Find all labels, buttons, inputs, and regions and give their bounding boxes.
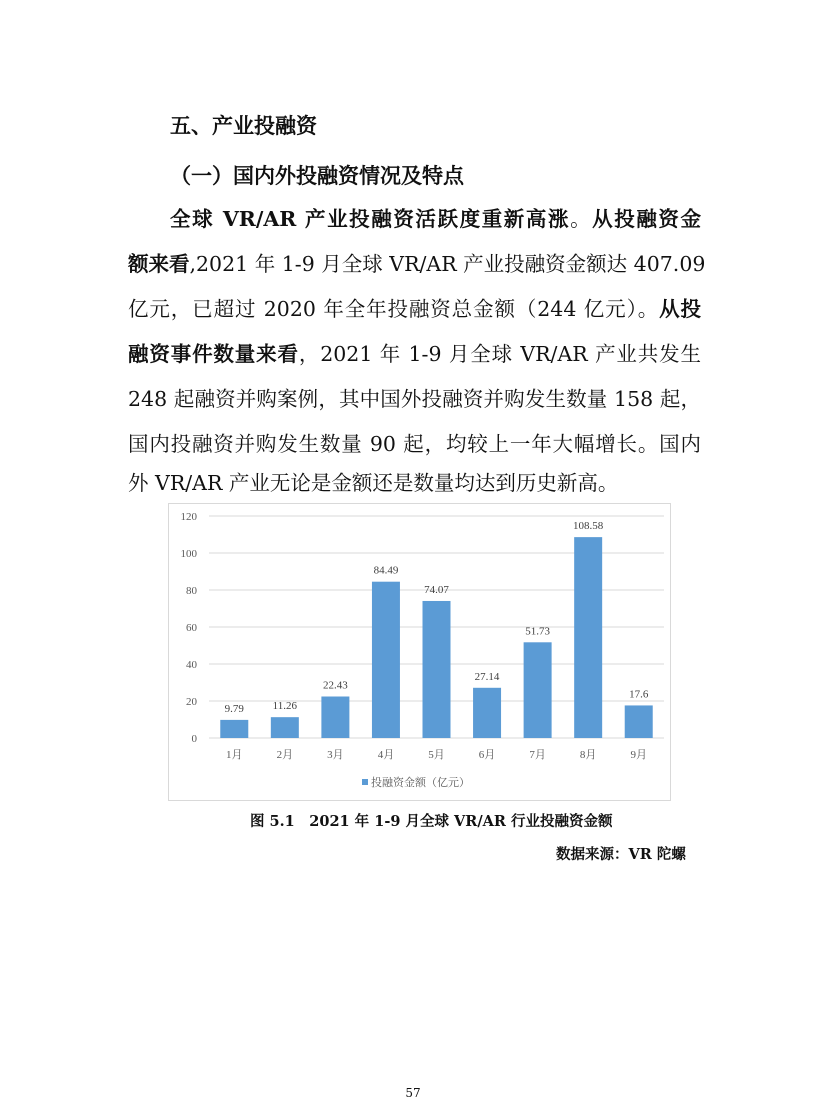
text-span: 国内投融资并购发生数量 90 起，均较上一年大幅增长。国内 (128, 432, 701, 456)
bold-text: 额来看 (128, 252, 190, 276)
x-tick-label: 2月 (276, 749, 294, 761)
text-span: ,2021 年 1-9 月全球 VR/AR 产业投融资金额达 407.09 (189, 252, 706, 276)
bar (321, 697, 349, 738)
data-source: 数据来源：VR 陀螺 (556, 846, 686, 863)
x-tick-label: 5月 (428, 749, 445, 761)
data-label: 51.73 (525, 625, 550, 638)
bar (473, 688, 501, 738)
text-span: ，2021 年 1-9 月全球 VR/AR 产业共发生 (298, 342, 702, 366)
y-tick-label: 100 (180, 548, 197, 560)
chart-svg (169, 504, 670, 800)
legend-swatch (362, 779, 368, 785)
text-span: 外 VR/AR 产业无论是金额还是数量均达到历史新高。 (128, 471, 619, 495)
y-tick-label: 120 (180, 511, 197, 523)
x-tick-label: 1月 (226, 749, 243, 761)
y-tick-label: 60 (186, 622, 197, 634)
bold-text: 融资事件数量来看 (128, 342, 299, 366)
text-span: 亿元，已超过 2020 年全年投融资总金额（244 亿元）。 (128, 297, 660, 321)
legend-label: 投融资金额（亿元） (371, 777, 470, 789)
bar-chart (168, 503, 671, 801)
bar (220, 720, 248, 738)
data-label: 84.49 (373, 564, 399, 577)
paragraph-line (128, 247, 706, 277)
bold-text: 从投 (659, 297, 702, 321)
x-tick-label: 9月 (630, 749, 647, 761)
x-tick-label: 6月 (478, 749, 496, 761)
bar (372, 582, 400, 738)
x-tick-label: 4月 (377, 749, 395, 761)
data-label: 108.58 (573, 520, 604, 533)
data-label: 74.07 (424, 583, 449, 596)
y-tick-label: 20 (186, 696, 197, 708)
bar (271, 717, 299, 738)
text-span: 。 (570, 207, 593, 231)
paragraph-line (128, 427, 701, 457)
data-label: 22.43 (323, 679, 348, 692)
figure-caption: 图 5.1 2021 年 1-9 月全球 VR/AR 行业投融资金额 (250, 813, 613, 830)
data-label: 17.6 (629, 688, 649, 701)
data-label: 9.79 (224, 702, 244, 715)
x-tick-label: 8月 (579, 749, 597, 761)
bar (524, 642, 552, 738)
paragraph-line (128, 382, 701, 412)
data-label: 27.14 (474, 670, 500, 683)
bar (625, 705, 653, 738)
paragraph-line (128, 337, 701, 367)
bar (574, 537, 602, 738)
paragraph-line (170, 202, 701, 232)
page-number: 57 (405, 1086, 421, 1100)
x-tick-label: 7月 (529, 749, 546, 761)
bar (423, 601, 451, 738)
y-tick-label: 40 (186, 659, 197, 671)
bold-text: 全球 VR/AR 产业投融资活跃度重新高涨 (170, 207, 571, 231)
y-tick-label: 0 (191, 733, 197, 745)
data-label: 11.26 (272, 700, 298, 713)
section-heading: 五、产业投融资 (170, 113, 317, 138)
text-span: 248 起融资并购案例，其中国外投融资并购发生数量 158 起， (128, 387, 701, 411)
x-tick-label: 3月 (327, 749, 344, 761)
paragraph-line (128, 466, 701, 496)
subsection-heading: （一）国内外投融资情况及特点 (170, 163, 464, 188)
y-tick-label: 80 (186, 585, 197, 597)
bold-text: 从投融资金 (592, 207, 702, 231)
paragraph-line (128, 292, 701, 322)
